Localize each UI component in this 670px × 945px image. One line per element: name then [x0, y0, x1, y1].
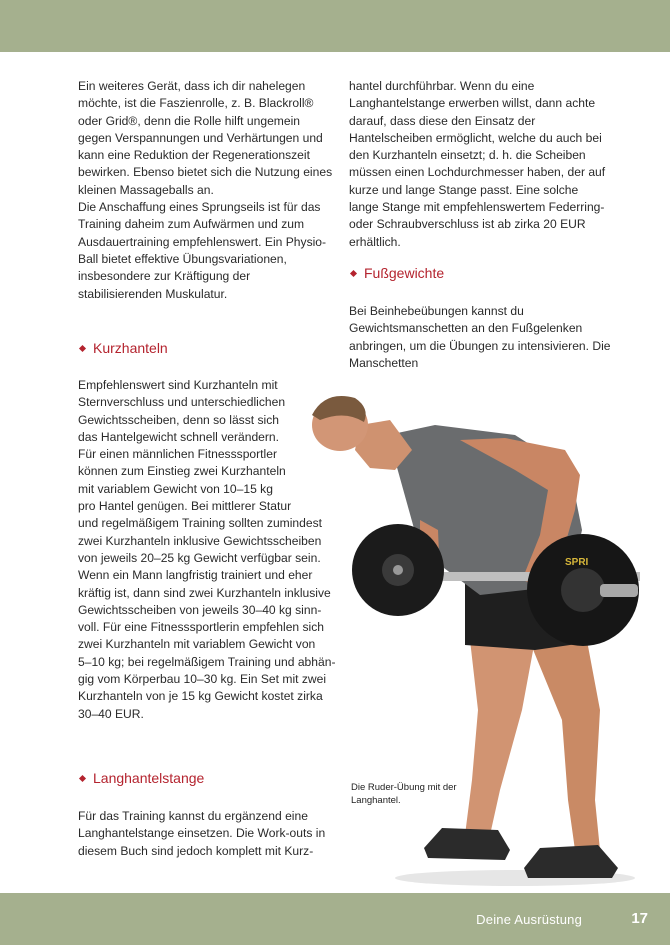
text-line: Sternverschluss und unterschiedlichen — [78, 395, 286, 410]
paragraph-fussgewichte — [349, 303, 611, 372]
text-line: Für das Training kannst du ergänzend eine — [78, 809, 308, 823]
left-column — [78, 78, 336, 303]
heading-kurzhanteln — [78, 339, 168, 357]
text-line: können zum Einstieg zwei Kurzhanteln — [78, 464, 286, 479]
right-column — [349, 78, 611, 251]
text-line: diesem Buch sind jedoch komplett mit Kurz- — [78, 843, 314, 858]
text-line: Gewichtsscheiben von jeweils 30–40 kg sinn- — [78, 602, 322, 617]
paragraph-langhantel-continued: hantel durchführbar. Wenn du eine Langhantelstange erwerben willst, dann achte darauf, dass diese den Einsatz der Hantelscheiben ermöglicht, welche du auch bei den Kurzhanteln einsetzt; d. h. die Scheiben müssen einen Lochdurchmesser haben, der auf kurze und lange Stange passt. Eine solche lange Stange mit empfehlenswertem Federring- oder Schraubverschluss ist ab zirka 20 EUR erhältlich. — [349, 79, 606, 249]
text-line: voll. Für eine Fitnesssportlerin empfehlen sich — [78, 620, 325, 635]
barbell-row-photo — [300, 380, 670, 893]
shoe-left — [424, 828, 510, 860]
paragraph-sprungseil: Die Anschaffung eines Sprungseils ist für das Training daheim zum Aufwärmen und zum Ausdauertraining empfehlenswert. Ein Physio-Ball bietet effektive Übungsvariationen, insbesondere zur Kräftigung der stabilisierenden Muskulatur. — [78, 200, 327, 301]
text-line: Für einen männlichen Fitnesssportler — [78, 447, 277, 462]
text-line: zwei Kurzhanteln inklusive Gewichtsscheiben — [78, 533, 322, 548]
text-line: zwei Kurzhanteln mit variablem Gewicht von — [78, 637, 316, 652]
text-line: von jeweils 20–25 kg Gewicht verfügbar sein. — [78, 550, 321, 565]
text-line: Kurzhanteln von je 15 kg Gewicht kostet zirka — [78, 689, 323, 704]
text-line: und regelmäßigem Training sollten zumindest — [78, 516, 323, 531]
diamond-bullet-icon — [79, 344, 86, 351]
heading-fussgewichte — [349, 264, 444, 282]
page-number: 17 — [631, 910, 648, 927]
footer-section-title: Deine Ausrüstung — [476, 912, 582, 927]
paragraph-faszienrolle: Ein weiteres Gerät, dass ich dir nahelegen möchte, ist die Faszienrolle, z. B. Blackroll® oder Grid®, denn die Rolle hilft ungemein gegen Verspannungen und Verhärtungen und kann eine Reduktion der Regenerationszeit bewirken. Ebenso bietet sich die Nutzung eines kleinen Massageballs an. — [78, 79, 333, 197]
figure-caption: Die Ruder-Übung mit der Langhantel. — [351, 782, 457, 806]
diamond-bullet-icon — [350, 269, 357, 276]
text-line: Empfehlenswert sind Kurzhanteln mit — [78, 378, 278, 392]
heading-kurzhanteln-text: Kurzhanteln — [93, 340, 168, 356]
text-line: kräftig ist, dann sind zwei Kurzhanteln inklusive — [78, 585, 331, 600]
text-line: mit variablem Gewicht von 10–15 kg — [78, 481, 273, 496]
text-line: das Hantelgewicht schnell verändern. — [78, 429, 280, 444]
text-line: gig vom Körperbau 10–30 kg. Ein Set mit zwei — [78, 672, 327, 687]
plate-brand-label: SPRI — [565, 557, 589, 568]
text-line: Gewichtsscheiben, denn so lässt sich — [78, 412, 279, 427]
heading-fussgewichte-text: Fußgewichte — [364, 265, 445, 281]
heading-langhantelstange — [78, 769, 204, 787]
text-line: 5–10 kg; bei regelmäßigem Training und abhän- — [78, 654, 336, 669]
text-line: pro Hantel genügen. Bei mittlerer Statur — [78, 499, 292, 514]
paragraph-fussgewichte-text: Bei Beinhebeübungen kannst du Gewichtsmanschetten an den Fußgelenken anbringen, um die Übungen zu intensivieren. Die Manschetten — [349, 304, 611, 370]
heading-langhantelstange-text: Langhantelstange — [93, 770, 205, 786]
weight-plate-left-hole — [393, 565, 403, 575]
barbell-sleeve — [600, 584, 638, 597]
text-line: Langhantelstange einsetzen. Die Work-outs in — [78, 826, 326, 841]
text-line: Wenn ein Mann langfristig trainiert und eher — [78, 568, 313, 583]
leg-right — [525, 630, 600, 850]
diamond-bullet-icon — [79, 774, 86, 781]
leg-left — [465, 640, 535, 835]
weight-plate-right-hub — [561, 568, 605, 612]
shoe-right — [524, 845, 618, 878]
header-band — [0, 0, 670, 52]
text-line: 30–40 EUR. — [78, 706, 144, 721]
